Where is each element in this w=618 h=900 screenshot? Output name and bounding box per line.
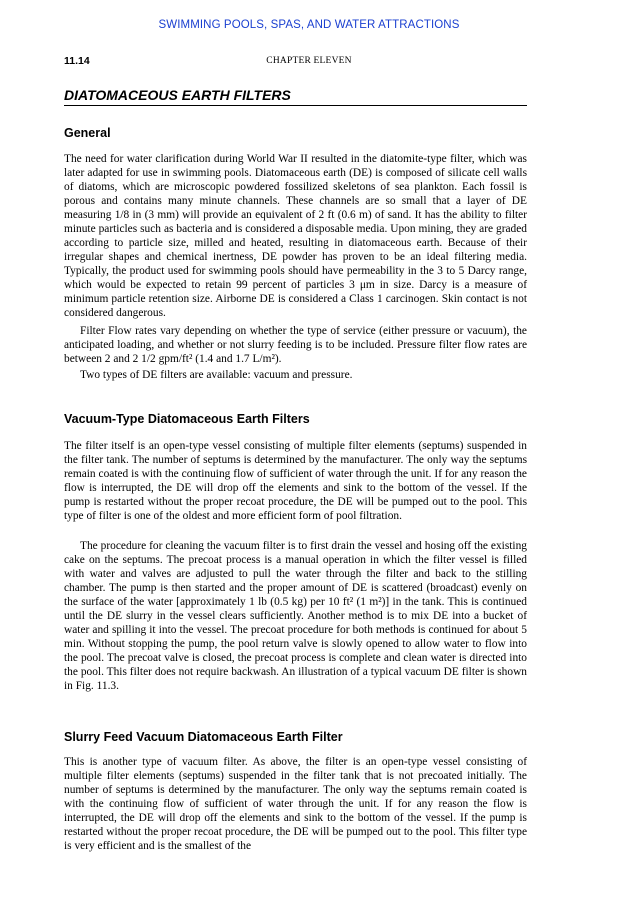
paragraph-general-1: The need for water clarification during World War II resulted in the diatomite-type filter, which was later adapted for use in swimming pools. Diatomaceous earth (DE) is composed of silicate cell walls of diatoms, which are microscopic powdered fossilized skeletons of sea plankton. Each fossil is porous and contains many minute channels. These channels are so small that a layer of DE measuring 1/8 in (3 mm) will provide an equivalent of 2 ft (0.6 m) of sand. It has the ability to filter minute particles such as bacteria and is considered a disposable media. Upon mining, they are graded according to particle size, milled and heated, resulting in diatomaceous earth. Because of their irregular shapes and chemical inertness, DE powder has proven to be an ideal filtering media. Typically, the product used for swimming pools should have permeability in the 3 to 5 Darcy range, which would be expected to retain 99 percent of particles 3 μm in size. Darcy is a measure of minimum particle retention size. Airborne DE is considered a Class 1 carcinogen. Skin contact is not considered dangerous. — [64, 153, 527, 319]
section-heading-vacuum: Vacuum-Type Diatomaceous Earth Filters — [64, 412, 310, 426]
paragraph-general-2: Filter Flow rates vary depending on whether the type of service (either pressure or vacuum), the anticipated loading, and whether or not slurry feeding is to be included. Pressure filter flow rates are between 2 and 2 1/2 gpm/ft² (1.4 and 1.7 L/m²). — [64, 325, 527, 365]
section-heading-slurry: Slurry Feed Vacuum Diatomaceous Earth Filter — [64, 730, 343, 744]
section-heading-general: General — [64, 126, 111, 140]
chapter-title: DIATOMACEOUS EARTH FILTERS — [64, 87, 291, 103]
paragraph-vacuum-2: The procedure for cleaning the vacuum filter is to first drain the vessel and hosing off the existing cake on the septums. The precoat process is a manual operation in which the filter vessel is filled with water and valves are adjusted to pull the water through the filter and back to the stilling chamber. The pump is then started and the proper amount of DE is scattered (broadcast) evenly on the surface of the water [approximately 1 lb (0.5 kg) per 10 ft² (1 m²)] in the tank. This is continued until the DE slurry in the vessel clears sufficiently. Another method is to mix DE into a bucket of water and spilling it into the vessel. The precoat procedure for both methods is continued for about 5 min. Without stopping the pump, the pool return valve is slowly opened to allow water to flow into the pool. The precoat valve is closed, the precoat process is complete and clean water is directed into the pool. This filter does not require backwash. An illustration of a typical vacuum DE filter is shown in Fig. 11.3. — [64, 540, 527, 692]
title-divider — [64, 105, 527, 106]
chapter-label: CHAPTER ELEVEN — [266, 56, 352, 66]
paragraph-general-3: Two types of DE filters are available: vacuum and pressure. — [80, 369, 353, 381]
paragraph-slurry-1: This is another type of vacuum filter. As above, the filter is an open-type vessel consisting of multiple filter elements (septums) suspended in the filter tank that is not precoated initially. The number of septums is determined by the manufacturer. The only way the septums remain coated is with the continuing flow of sufficient of water through the unit. If for any reason the flow is interrupted, the DE will drop off the elements and sink to the bottom of the vessel. If the pump is restarted without the proper recoat procedure, the DE will be pumped out to the pool. This filter type is very efficient and is the smallest of the — [64, 756, 527, 852]
page-number: 11.14 — [64, 55, 90, 67]
paragraph-vacuum-1: The filter itself is an open-type vessel consisting of multiple filter elements (septums) suspended in the filter tank. The number of septums is determined by the manufacturer. The only way the septums remain coated is with the continuing flow of sufficient of water through the unit. If for any reason the flow is interrupted, the DE will drop off the elements and sink to the bottom of the vessel. If the pump is restarted without the proper recoat procedure, the DE will be pumped out to the pool. This type of filter is one of the oldest and more efficient form of pool filtration. — [64, 440, 527, 522]
running-head: SWIMMING POOLS, SPAS, AND WATER ATTRACTIONS — [158, 19, 460, 31]
